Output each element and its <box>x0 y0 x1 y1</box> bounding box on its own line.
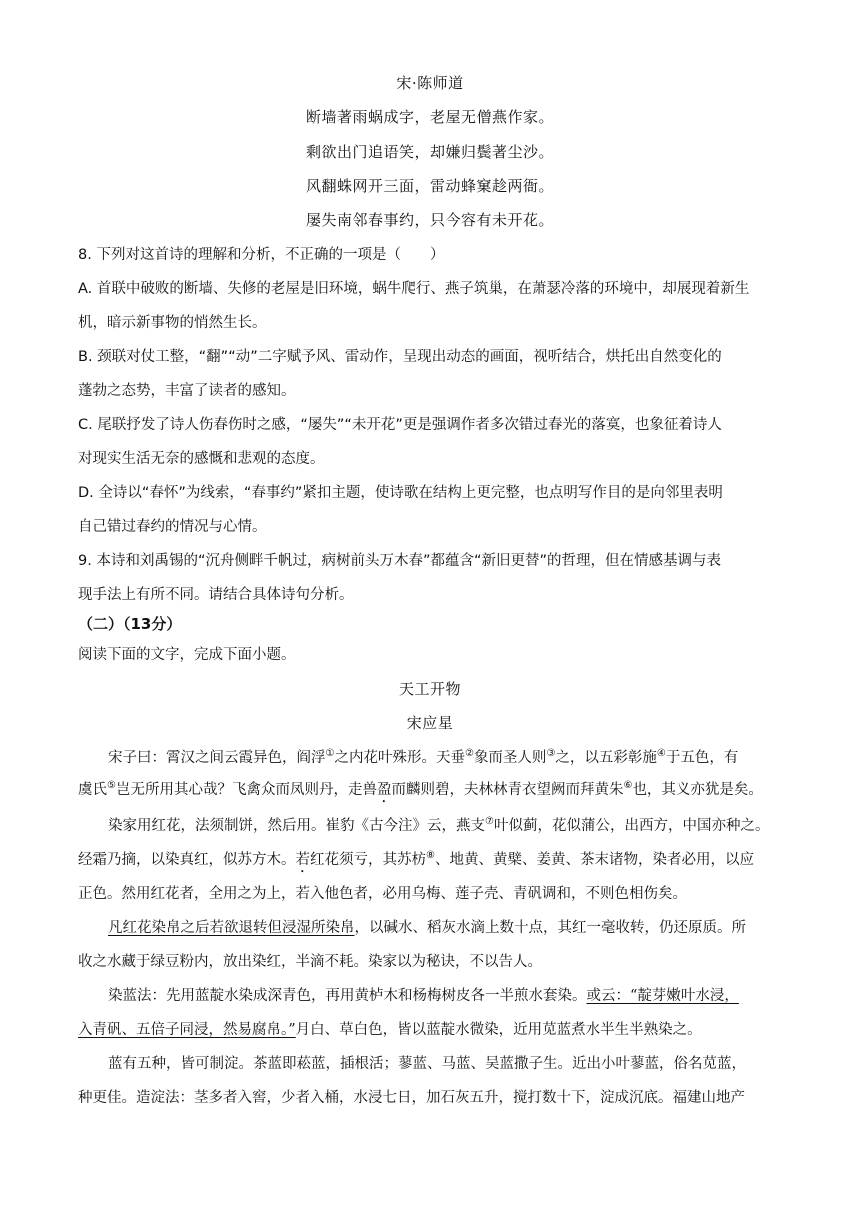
article-p2-line-1: 染家用红花，法须制饼，然后用。崔豹《古今注》云，燕支⑦叶似蓟，花似蒲公，出西方，中国亦种之。 <box>108 816 770 834</box>
article-p5-line-2: 种更佳。造淀法：茎多者入窖，少者入桶，水浸七日，加石灰五升，搅打数十下，淀成沉底。福建山地产 <box>78 1090 745 1106</box>
article-author: 宋应星 <box>406 714 454 732</box>
section-heading: （二）（13分） <box>78 615 182 633</box>
poem-line-4: 屡失南邻春事约，只今容有未开花。 <box>305 211 554 229</box>
question-9-line-2: 现手法上有所不同。请结合具体诗句分析。 <box>78 587 354 603</box>
article-p5-line-1: 蓝有五种，皆可制淀。茶蓝即菘蓝，插根活；蓼蓝、马蓝、吴蓝撒子生。近出小叶蓼蓝，俗名苋蓝， <box>108 1056 746 1072</box>
article-title: 天工开物 <box>398 680 461 698</box>
poem-line-3: 风翻蛛网开三面，雷动蜂窠趁两衙。 <box>305 177 554 195</box>
option-c-line-1: C. 尾联抒发了诗人伤春伤时之感，“屡失”“未开花”更是强调作者多次错过春光的落寞，也象征着诗人 <box>78 417 722 433</box>
article-p1-line-2: 虞氏⑤岂无所用其心哉？飞禽众而凤则丹，走兽盈而麟则碧，夫林林青衣望阙而拜黄朱⑥也，其义亦犹是矣。 <box>78 780 763 798</box>
article-p2-line-3: 正色。然用红花者，全用之为上，若入他色者，必用乌梅、莲子壳、青矾调和，不则色相伤矣。 <box>78 886 687 902</box>
option-b-line-1: B. 颈联对仗工整，“翻”“动”二字赋予风、雷动作，呈现出动态的画面，视听结合，烘托出自然变化的 <box>78 349 722 365</box>
underlined-quote-part-1: 或云：“靛芽嫩叶水浸， <box>586 988 739 1004</box>
underlined-sentence: 凡红花染帛之后若欲退转但浸湿所染帛 <box>108 920 355 936</box>
option-d-line-1: D. 全诗以“春怀”为线索，“春事约”紧扣主题，使诗歌在结构上更完整，也点明写作目的是向邻里表明 <box>78 485 723 501</box>
article-p1-line-1: 宋子曰：霄汉之间云霞异色，阎浮①之内花叶殊形。天垂②象而圣人则③之，以五彩彰施④于五色，有 <box>108 748 739 766</box>
underlined-quote-part-2: 入青矾、五倍子同浸，然易腐帛。” <box>78 1022 296 1038</box>
question-8-stem: 8. 下列对这首诗的理解和分析，不正确的一项是（ ） <box>78 247 445 263</box>
section-instruction: 阅读下面的文字，完成下面小题。 <box>78 647 296 663</box>
article-p3-line-1: 凡红花染帛之后若欲退转但浸湿所染帛，以碱水、稻灰水滴上数十点，其红一毫收转，仍还原质。所 <box>108 920 746 936</box>
option-d-line-2: 自己错过春约的情况与心情。 <box>78 519 267 535</box>
option-a-line-2: 机，暗示新事物的悄然生长。 <box>78 315 267 331</box>
poem-line-1: 断墙著雨蜗成字，老屋无僧燕作家。 <box>305 108 554 126</box>
option-b-line-2: 蓬勃之态势，丰富了读者的感知。 <box>78 383 296 399</box>
option-a-line-1: A. 首联中破败的断墙、失修的老屋是旧环境，蜗牛爬行、燕子筑巢，在萧瑟冷落的环境中，却展现着新生 <box>78 281 750 297</box>
option-c-line-2: 对现实生活无奈的感慨和悲观的态度。 <box>78 451 325 467</box>
article-p4-line-2: 入青矾、五倍子同浸，然易腐帛。”月白、草白色，皆以蓝靛水微染，近用苋蓝煮水半生半熟染之。 <box>78 1022 702 1038</box>
question-9-line-1: 9. 本诗和刘禹锡的“沉舟侧畔千帆过，病树前头万木春”都蕴含“新旧更替”的哲理，但在情感基调与表 <box>78 553 721 569</box>
poem-author: 宋·陈师道 <box>396 74 464 92</box>
article-p2-line-2: 经霜乃摘，以染真红，似苏方木。若红花须亏，其苏枋⑧、地黄、黄檗、姜黄、茶末诸物，染者必用，以应 <box>78 850 754 868</box>
article-p4-line-1: 染蓝法：先用蓝靛水染成深青色，再用黄栌木和杨梅树皮各一半煎水套染。或云：“靛芽嫩叶水浸， <box>108 988 739 1004</box>
article-p3-line-2: 收之水藏于绿豆粉内，放出染红，半滴不耗。染家以为秘诀，不以告人。 <box>78 954 542 970</box>
poem-line-2: 剩欲出门追语笑，却嫌归鬓著尘沙。 <box>305 143 554 161</box>
